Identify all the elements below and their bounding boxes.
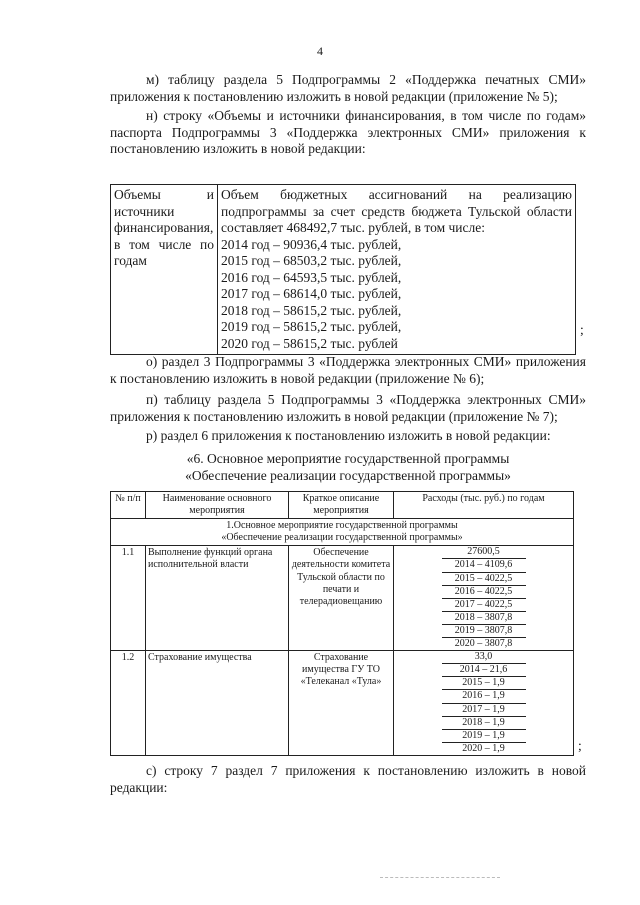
expense-year: 2018 – 1,9 (442, 717, 526, 730)
section6-title-line1: «6. Основное мероприятие государственной программы (186, 451, 510, 466)
passport-year-3: 2017 год – 68614,0 тыс. рублей, (221, 286, 402, 301)
group-title-line1: 1.Основное мероприятие государственной программы (226, 520, 458, 532)
paragraph-r: р) раздел 6 приложения к постановлению изложить в новой редакции: (146, 428, 551, 443)
passport-semicolon: ; (580, 322, 584, 337)
row-name: Страхование имущества (146, 651, 289, 756)
expense-year: 2016 – 1,9 (442, 690, 526, 703)
group-title-line2: «Обеспечение реализации государственной программы» (221, 532, 463, 544)
row-num: 1.2 (111, 651, 146, 756)
paragraph-p: п) таблицу раздела 5 Подпрограммы 3 «Поддержка электронных СМИ» приложения к постановлению изложить в новой редакции (приложение № 7); (110, 392, 586, 424)
passport-year-1: 2015 год – 68503,2 тыс. рублей, (221, 253, 402, 268)
expense-total: 27600,5 (442, 546, 526, 559)
group-row (111, 519, 574, 546)
group-title (111, 519, 574, 546)
row-expenses (394, 546, 574, 651)
expense-year: 2015 – 4022,5 (442, 573, 526, 586)
passport-table (110, 184, 576, 355)
expense-year: 2019 – 1,9 (442, 730, 526, 743)
table-row (111, 651, 574, 756)
paragraph-n: н) строку «Объемы и источники финансирования, в том числе по годам» паспорта Подпрограммы 3 «Поддержка электронных СМИ» приложения к постановлению изложить в новой редакции: (110, 108, 586, 157)
expense-year: 2019 – 3807,8 (442, 625, 526, 638)
paragraph-s: с) строку 7 раздел 7 приложения к постановлению изложить в новой редакции: (110, 763, 586, 795)
passport-year-2: 2016 год – 64593,5 тыс. рублей, (221, 269, 402, 285)
section6-title (110, 450, 586, 484)
expense-year: 2014 – 4109,6 (442, 559, 526, 572)
passport-year-4: 2018 год – 58615,2 тыс. рублей, (221, 302, 402, 318)
events-table (110, 491, 574, 756)
events-header-row (111, 492, 574, 519)
row-desc: Обеспечение деятельности комитета Тульской области по печати и телерадиовещанию (289, 546, 394, 651)
paragraph-o: о) раздел 3 Подпрограммы 3 «Поддержка электронных СМИ» приложения к постановлению изложить в новой редакции (приложение № 6); (110, 354, 586, 386)
header-num: № п/п (111, 492, 146, 519)
expense-total: 33,0 (442, 651, 526, 664)
passport-year-6: 2020 год – 58615,2 тыс. рублей (221, 335, 398, 351)
header-desc: Краткое описание мероприятия (289, 492, 394, 519)
expense-year: 2018 – 3807,8 (442, 612, 526, 625)
passport-year-5: 2019 год – 58615,2 тыс. рублей, (221, 319, 402, 334)
expense-year: 2014 – 21,6 (442, 664, 526, 677)
expense-year: 2016 – 4022,5 (442, 586, 526, 599)
header-exp: Расходы (тыс. руб.) по годам (394, 492, 574, 519)
section6-title-line2: «Обеспечение реализации государственной программы» (185, 468, 511, 483)
expense-year: 2020 – 1,9 (462, 742, 505, 754)
expense-year: 2015 – 1,9 (442, 677, 526, 690)
events-semicolon: ; (578, 738, 582, 753)
scan-artifact (380, 877, 500, 878)
expense-year: 2020 – 3807,8 (454, 638, 513, 650)
paragraph-m: м) таблицу раздела 5 Подпрограммы 2 «Поддержка печатных СМИ» приложения к постановлению изложить в новой редакции (приложение № 5); (110, 72, 586, 104)
expense-year: 2017 – 1,9 (442, 704, 526, 717)
header-name: Наименование основного мероприятия (146, 492, 289, 519)
passport-year-0: 2014 год – 90936,4 тыс. рублей, (221, 236, 402, 252)
row-expenses (394, 651, 574, 756)
expense-year: 2017 – 4022,5 (442, 599, 526, 612)
row-name: Выполнение функций органа исполнительной власти (146, 546, 289, 651)
passport-intro: Объем бюджетных ассигнований на реализацию подпрограммы за счет средств бюджета Тульской области составляет 468492,7 тыс. рублей, в том числе: (221, 187, 572, 235)
row-num: 1.1 (111, 546, 146, 651)
table-row (111, 546, 574, 651)
passport-left-cell: Объемы и источники финансирования, в том числе по годам (111, 185, 218, 355)
passport-right-cell (218, 185, 576, 355)
page-number: 4 (317, 44, 323, 58)
row-desc: Страхование имущества ГУ ТО «Телеканал «Тула» (289, 651, 394, 756)
